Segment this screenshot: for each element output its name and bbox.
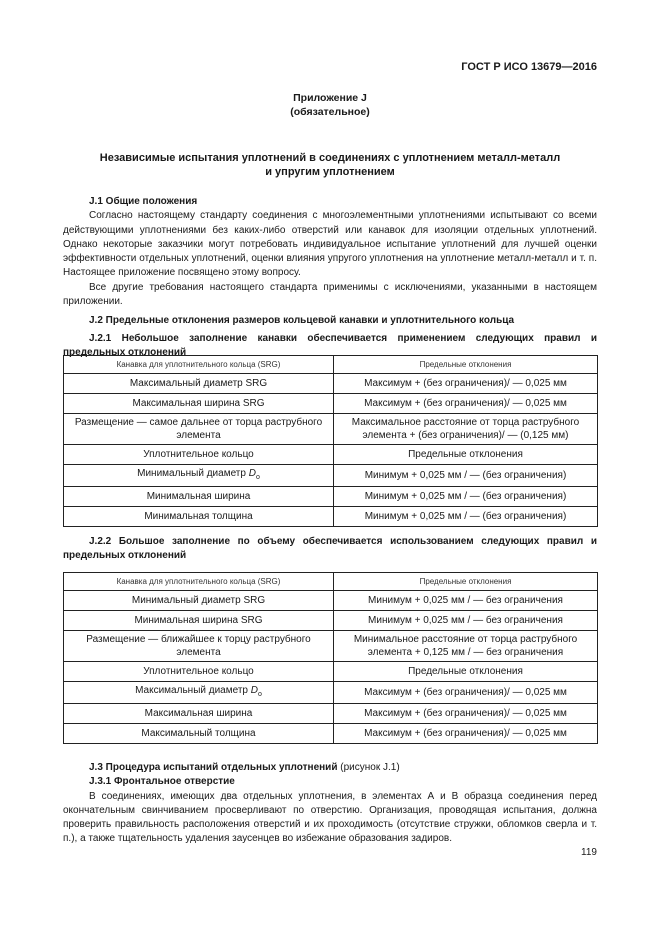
column-header: Предельные отклонения xyxy=(334,573,598,591)
section-j3-heading xyxy=(63,761,597,775)
table-cell xyxy=(64,487,334,507)
table-cell xyxy=(334,507,598,527)
table-cell xyxy=(64,394,334,414)
cell-text: Максимальная ширина xyxy=(144,708,253,719)
cell-text: Размещение — ближайшее к торцу раструбного элемента xyxy=(86,634,311,658)
table-cell xyxy=(64,445,334,465)
tolerance-table-large-fill xyxy=(63,572,598,744)
table-header-row xyxy=(64,356,598,374)
cell-text: Максимальный диаметр SRG xyxy=(129,378,268,389)
subscript: о xyxy=(255,474,260,481)
section-j31-heading: J.3.1 Фронтальное отверстие xyxy=(89,776,235,788)
page-title xyxy=(63,151,597,179)
symbol: D xyxy=(248,468,256,479)
table-cell xyxy=(334,414,598,445)
table-cell xyxy=(64,611,334,631)
table-row xyxy=(64,414,598,445)
table-cell xyxy=(334,662,598,682)
tolerance-table-small-fill xyxy=(63,355,598,527)
table-row xyxy=(64,611,598,631)
subscript: о xyxy=(257,691,262,698)
table-cell xyxy=(64,631,334,662)
cell-text: Предельные отклонения xyxy=(408,666,523,677)
cell-text: Уплотнительное кольцо xyxy=(143,449,254,460)
document-header: ГОСТ Р ИСО 13679—2016 xyxy=(461,61,597,73)
cell-text: Максимум + (без ограничения)/ — 0,025 мм xyxy=(364,378,567,389)
table-cell xyxy=(64,507,334,527)
table-cell xyxy=(334,591,598,611)
section-j2-heading: J.2 Предельные отклонения размеров кольцевой канавки и уплотнительного кольца xyxy=(89,315,515,327)
table-cell xyxy=(64,414,334,445)
cell-text: Минимальный диаметр SRG xyxy=(131,595,266,606)
table-cell xyxy=(334,611,598,631)
table-cell xyxy=(64,591,334,611)
table-cell xyxy=(334,374,598,394)
table-row xyxy=(64,394,598,414)
cell-text: Минимум + 0,025 мм / — без ограничения xyxy=(368,615,563,626)
cell-text: Максимальное расстояние от торца раструбного элемента + (без ограничения)/ — (0,125 мм) xyxy=(351,417,580,441)
cell-text: Минимум + 0,025 мм / — без ограничения xyxy=(368,595,563,606)
table-row xyxy=(64,631,598,662)
table-row xyxy=(64,507,598,527)
cell-text: Максимум + (без ограничения)/ — 0,025 мм xyxy=(364,398,567,409)
section-j1-heading: J.1 Общие положения xyxy=(89,196,198,207)
cell-text: Максимальная ширина SRG xyxy=(132,398,265,409)
table-header-row xyxy=(64,573,598,591)
cell-text: Минимальное расстояние от торца раструбного элемента + 0,125 мм / — без ограничения xyxy=(353,634,578,658)
table-cell xyxy=(64,465,334,487)
table-cell xyxy=(334,487,598,507)
appendix-title: Приложение J xyxy=(293,92,367,104)
column-header: Канавка для уплотнительного кольца (SRG) xyxy=(64,573,334,591)
cell-text: Предельные отклонения xyxy=(408,449,523,460)
cell-text: Максимальный диаметр xyxy=(135,685,251,696)
table-row xyxy=(64,591,598,611)
cell-text: Минимум + 0,025 мм / — (без ограничения) xyxy=(364,491,567,502)
section-j1-paragraph-1: Согласно настоящему стандарту соединения с многоэлементными уплотнениями испытывают со всеми действующими уплотнениями без каких-либо отверстий или канавок для изоляции отдельных уплотнений. Однако некоторые заказчики могут потребовать индивидуальное испытание уплотнений для лучшей оценки эффективности отдельных уплотнений, оценки влияния упругого уплотнения на уплотнение металл-металл и т. п. Настоящее приложение посвящено этому вопросу. xyxy=(63,210,597,279)
table-row xyxy=(64,465,598,487)
table-cell xyxy=(334,631,598,662)
cell-text: Максимум + (без ограничения)/ — 0,025 мм xyxy=(364,728,567,739)
page-title-line1: Независимые испытания уплотнений в соединениях с уплотнением металл-металл xyxy=(99,152,561,164)
page-title-line2: и упругим уплотнением xyxy=(265,166,395,178)
table-cell xyxy=(334,394,598,414)
symbol: D xyxy=(250,685,258,696)
cell-text: Минимальная ширина xyxy=(146,491,251,502)
figure-reference: (рисунок J.1) xyxy=(337,762,400,773)
table-cell xyxy=(64,704,334,724)
table-cell xyxy=(334,724,598,744)
cell-text: Максимум + (без ограничения)/ — 0,025 мм xyxy=(364,687,567,698)
section-j31-paragraph: В соединениях, имеющих два отдельных уплотнения, в элементах А и В образца соединения перед окончательным свинчиванием просверливают по отверстию. Организация, проводящая испытания, должна проверить правильность расположения отверстий и их проходимость (отсутствие стружки, обломков сверла и т. п.), а также тщательность удаления заусенцев во избежание образования задиров. xyxy=(63,790,597,845)
section-j3 xyxy=(63,761,597,847)
appendix-status: (обязательное) xyxy=(290,106,370,118)
cell-text: Минимум + 0,025 мм / — (без ограничения) xyxy=(364,470,567,481)
table-row xyxy=(64,374,598,394)
table-cell xyxy=(334,682,598,704)
cell-text: Минимальная ширина SRG xyxy=(134,615,263,626)
table-cell xyxy=(64,724,334,744)
cell-text: Минимальный диаметр xyxy=(137,468,249,479)
table-cell xyxy=(64,662,334,682)
page-number: 119 xyxy=(581,847,597,858)
cell-text: Минимум + 0,025 мм / — (без ограничения) xyxy=(364,511,567,522)
column-header: Предельные отклонения xyxy=(334,356,598,374)
appendix-heading xyxy=(63,91,597,119)
table-row xyxy=(64,662,598,682)
cell-text: Максимум + (без ограничения)/ — 0,025 мм xyxy=(364,708,567,719)
section-j21-heading: J.2.1 Небольшое заполнение канавки обеспечивается применением следующих правил и предельных отклонений xyxy=(63,332,597,358)
section-j1-paragraph-2: Все другие требования настоящего стандарта применимы с исключениями, указанными в настоящем приложении. xyxy=(63,281,597,308)
table-row xyxy=(64,682,598,704)
cell-text: Максимальный толщина xyxy=(141,728,256,739)
table-row xyxy=(64,487,598,507)
table-row xyxy=(64,724,598,744)
cell-text: Минимальная толщина xyxy=(144,511,253,522)
section-j3-heading-text: J.3 Процедура испытаний отдельных уплотнений xyxy=(89,762,338,773)
table-cell xyxy=(64,682,334,704)
table-cell xyxy=(334,465,598,487)
table-cell xyxy=(334,704,598,724)
table-row xyxy=(64,704,598,724)
table-cell xyxy=(334,445,598,465)
section-j22-heading: J.2.2 Большое заполнение по объему обеспечивается использованием следующих правил и предельных отклонений xyxy=(63,536,597,562)
section-j1 xyxy=(63,195,597,360)
table-cell xyxy=(64,374,334,394)
column-header: Канавка для уплотнительного кольца (SRG) xyxy=(64,356,334,374)
table-row xyxy=(64,445,598,465)
cell-text: Размещение — самое дальнее от торца раструбного элемента xyxy=(74,417,323,441)
cell-text: Уплотнительное кольцо xyxy=(143,666,254,677)
